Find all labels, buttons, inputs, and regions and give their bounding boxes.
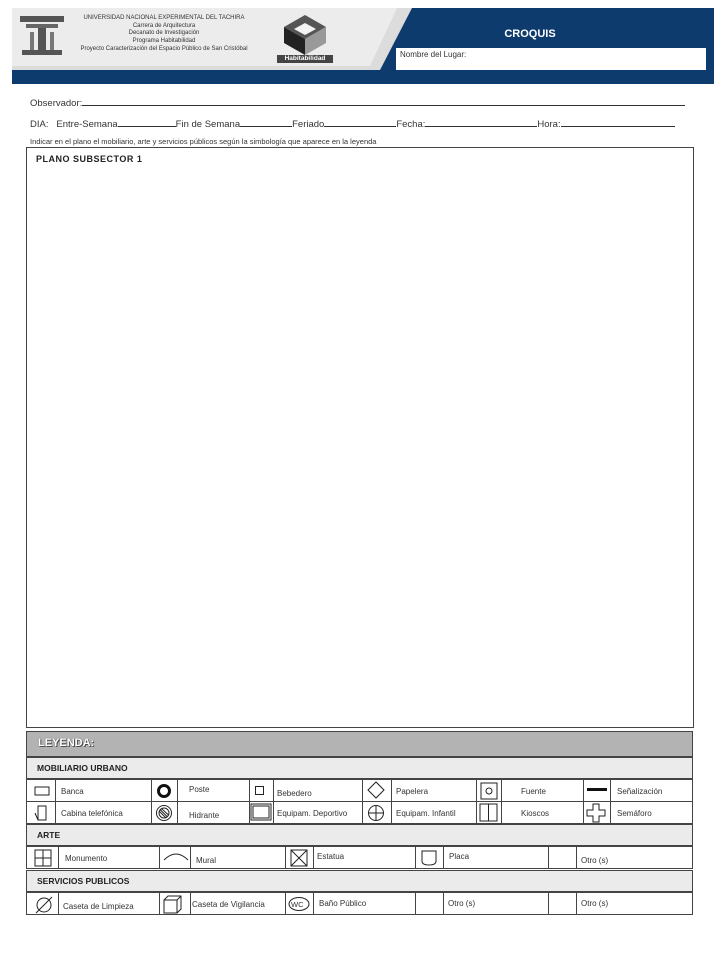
legend-row-arte — [26, 846, 693, 869]
legend-label-monumento: Monumento — [65, 854, 108, 863]
time-field[interactable] — [561, 117, 675, 127]
section-title-servicios: SERVICIOS PUBLICOS — [37, 876, 130, 886]
legend-label-cabina: Cabina telefónica — [61, 809, 123, 818]
phone-booth-icon — [33, 805, 49, 821]
holiday-label: Feriado — [292, 119, 325, 130]
legend-label-poste: Poste — [189, 785, 210, 794]
weekend-field[interactable] — [240, 117, 292, 127]
legend-label-estatua: Estatua — [317, 852, 345, 861]
legend-label-kioscos: Kioscos — [521, 809, 550, 818]
hydrant-icon — [155, 804, 173, 822]
legend-label-hidrante: Hidrante — [189, 811, 220, 820]
university-line: Decanato de Investigación — [128, 30, 200, 37]
university-line: Programa Habitabilidad — [132, 38, 196, 45]
observer-field[interactable] — [82, 96, 685, 106]
plan-title: PLANO SUBSECTOR 1 — [36, 154, 143, 164]
drinking-fountain-icon — [254, 785, 266, 797]
legend-label-papelera: Papelera — [396, 787, 429, 796]
trash-bin-icon — [367, 781, 385, 799]
legend-title: LEYENDA: — [38, 737, 95, 749]
legend-section-servicios — [26, 870, 693, 892]
legend-label-equip-deportivo: Equipam. Deportivo — [277, 809, 348, 818]
legend-label-otro-servicio-1: Otro (s) — [448, 899, 476, 908]
legend-label-mural: Mural — [196, 856, 217, 865]
mural-icon — [163, 850, 189, 862]
university-line: UNIVERSIDAD NACIONAL EXPERIMENTAL DEL TACHIRA — [83, 15, 245, 21]
bench-icon — [34, 786, 50, 796]
legend-label-banca: Banca — [61, 787, 84, 796]
weekend-label: Fin de Semana — [175, 119, 241, 130]
legend-label-otro-servicio-2: Otro (s) — [581, 899, 609, 908]
legend-row-servicios — [26, 892, 693, 915]
observer-row — [30, 96, 685, 109]
legend-label-bano-publico: Baño Público — [319, 899, 367, 908]
legend-label-placa: Placa — [449, 852, 470, 861]
water-fountain-icon — [480, 782, 498, 800]
signage-icon — [586, 785, 608, 795]
legend-header — [26, 731, 693, 757]
legend-label-caseta-vigilancia: Caseta de Vigilancia — [192, 900, 265, 909]
university-logo-icon — [18, 14, 66, 58]
university-text — [62, 15, 266, 54]
day-row — [30, 117, 675, 130]
cleaning-booth-icon — [34, 895, 54, 915]
weekday-label: Entre-Semana — [56, 119, 118, 130]
restroom-icon-label: WC — [291, 900, 304, 909]
university-line: Proyecto Caracterización del Espacio Público de San Cristóbal — [80, 45, 248, 52]
security-booth-icon — [163, 895, 183, 915]
weekday-field[interactable] — [118, 117, 176, 127]
time-label: Hora: — [537, 119, 561, 130]
monument-icon — [34, 849, 52, 867]
legend-label-bebedero: Bebedero — [277, 789, 312, 798]
legend-row-mobiliario-1 — [26, 779, 693, 802]
legend-label-equip-infantil: Equipam. Infantil — [396, 809, 456, 818]
playground-equipment-icon — [367, 804, 385, 822]
legend-section-mobiliario — [26, 757, 693, 779]
legend-label-fuente: Fuente — [521, 787, 546, 796]
observer-label: Observador: — [30, 98, 83, 109]
kiosk-icon — [479, 803, 499, 823]
plaque-icon — [420, 849, 438, 867]
holiday-field[interactable] — [324, 117, 396, 127]
sports-equipment-icon — [250, 803, 272, 821]
lamp-post-icon — [156, 783, 172, 799]
date-field[interactable] — [425, 117, 537, 127]
section-title-arte: ARTE — [37, 830, 61, 840]
legend-label-senalizacion: Señalización — [617, 787, 663, 796]
instructions-text: Indicar en el plano el mobiliario, arte y servicios públicos según la simbología que aparece en la leyenda — [30, 137, 377, 146]
day-label: DIA: — [30, 119, 49, 130]
university-line: Carrera de Arquitectura — [132, 22, 196, 29]
legend-label-caseta-limpieza: Caseta de Limpieza — [63, 902, 134, 911]
legend-label-semaforo: Semáforo — [617, 809, 652, 818]
date-label: Fecha: — [396, 119, 426, 130]
legend-row-mobiliario-2 — [26, 801, 693, 824]
legend-section-arte — [26, 824, 693, 846]
statue-icon — [290, 849, 308, 867]
plan-drawing-area[interactable] — [26, 147, 694, 728]
habitabilidad-logo-text: Habitabilidad — [277, 55, 333, 63]
section-title-mobiliario: MOBILIARIO URBANO — [37, 763, 128, 773]
page-title: CROQUIS — [504, 28, 556, 40]
legend-label-otro-arte: Otro (s) — [581, 856, 609, 865]
traffic-light-icon — [586, 803, 606, 823]
place-name-label: Nombre del Lugar: — [400, 50, 467, 59]
